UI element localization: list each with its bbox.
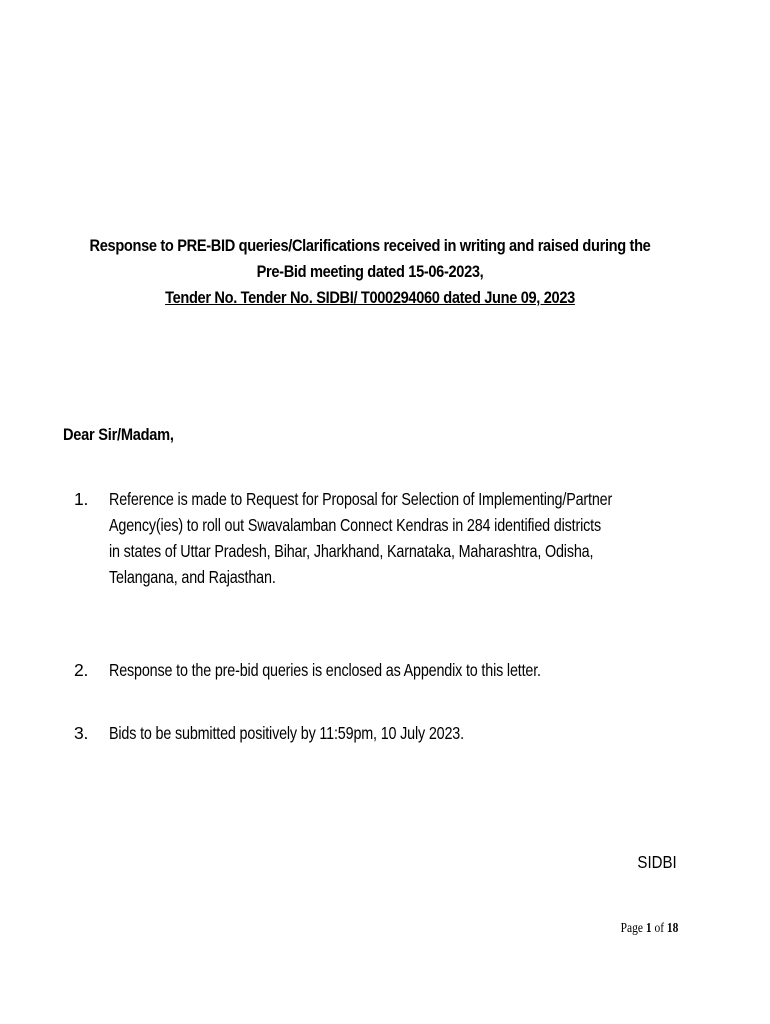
- list-item-line: Agency(ies) to roll out Swavalamban Connect Kendras in 284 identified districts: [109, 515, 601, 535]
- heading-line-1: Response to PRE-BID queries/Clarifications received in writing and raised during the: [89, 236, 651, 255]
- page-number-current: 1: [645, 921, 652, 936]
- list-item-number: 3.: [74, 723, 89, 743]
- page-number-total: 18: [666, 921, 678, 936]
- list-item-number: 1.: [74, 489, 89, 509]
- page-number-of: of: [654, 921, 664, 936]
- page-number-prefix: Page: [620, 921, 643, 936]
- salutation: Dear Sir/Madam,: [63, 425, 174, 444]
- list-item-number: 2.: [74, 660, 89, 680]
- signature: SIDBI: [637, 852, 677, 872]
- list-item-line: Response to the pre-bid queries is enclosed as Appendix to this letter.: [109, 660, 541, 680]
- list-item-line: Telangana, and Rajasthan.: [109, 567, 276, 587]
- list-item-line: Bids to be submitted positively by 11:59pm, 10 July 2023.: [109, 723, 464, 743]
- list-item-text: [109, 720, 675, 746]
- heading-line-3: Tender No. Tender No. SIDBI/ T000294060 dated June 09, 2023: [165, 288, 575, 307]
- list-item-line: in states of Uttar Pradesh, Bihar, Jharkhand, Karnataka, Maharashtra, Odisha,: [109, 541, 594, 561]
- heading-line-2: Pre-Bid meeting dated 15-06-2023,: [256, 262, 484, 281]
- list-item-text: [109, 486, 675, 590]
- document-heading: [86, 233, 654, 311]
- list-item-text: [109, 657, 675, 683]
- list-item-line: Reference is made to Request for Proposal for Selection of Implementing/Partner: [109, 489, 613, 509]
- page-number: [620, 921, 678, 937]
